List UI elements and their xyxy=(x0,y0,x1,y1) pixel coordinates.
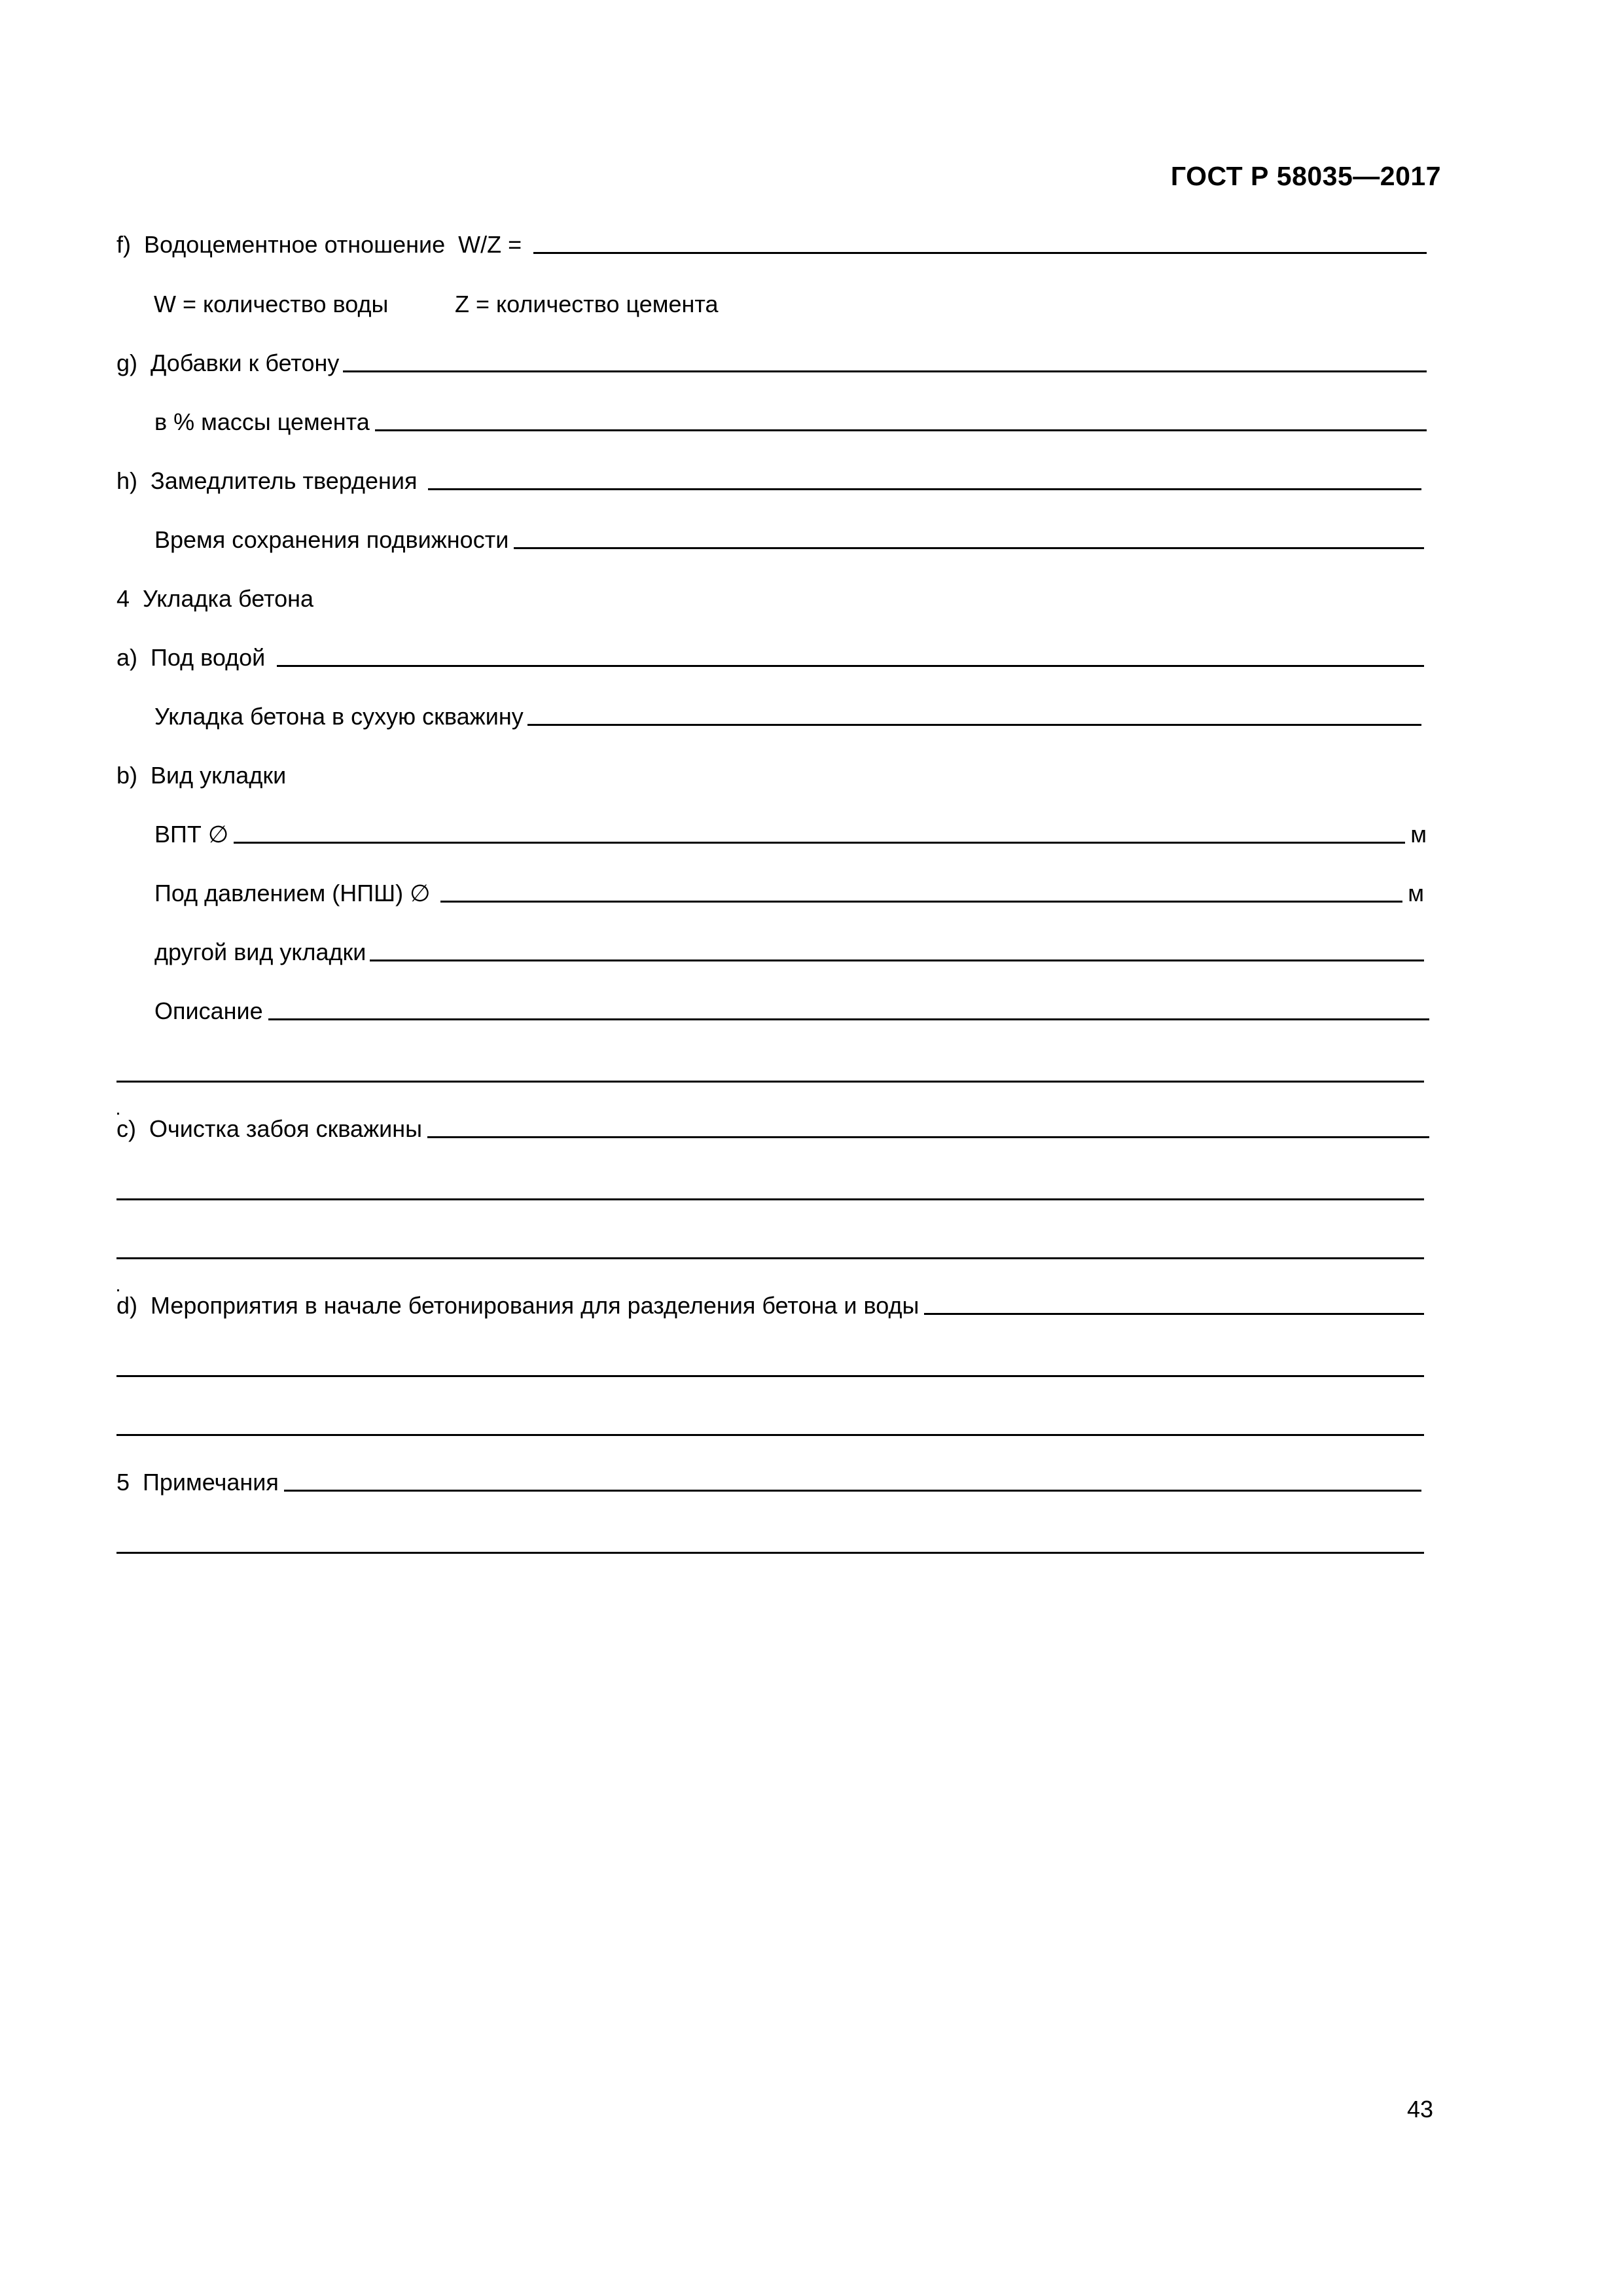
z-definition: Z = количество цемента xyxy=(455,291,719,317)
description-continuation-line[interactable] xyxy=(116,1081,1424,1083)
workability-time-label: Время сохранения подвижности xyxy=(154,526,509,553)
separation-measures-line-3[interactable] xyxy=(116,1434,1424,1436)
row-other-placement xyxy=(154,938,1424,967)
other-placement-label: другой вид укладки xyxy=(154,939,366,965)
bottom-cleaning-line-2[interactable] xyxy=(116,1198,1424,1200)
row-vpt xyxy=(154,820,1427,849)
workability-time-field[interactable] xyxy=(514,547,1424,549)
row-notes xyxy=(116,1468,1421,1497)
notes-field[interactable] xyxy=(284,1490,1421,1492)
separation-measures-line-2[interactable] xyxy=(116,1375,1424,1377)
bottom-cleaning-field[interactable] xyxy=(427,1136,1429,1138)
cement-mass-field[interactable] xyxy=(375,429,1427,431)
bottom-cleaning-label: c) Очистка забоя скважины xyxy=(116,1115,423,1142)
row-separation-measures xyxy=(116,1291,1424,1320)
admixtures-field[interactable] xyxy=(343,370,1427,372)
notes-line-2[interactable] xyxy=(116,1552,1424,1554)
cement-mass-label: в % массы цемента xyxy=(154,408,370,435)
row-dry-placement xyxy=(154,702,1421,731)
pressure-diameter-field[interactable] xyxy=(440,901,1402,903)
row-workability-time xyxy=(154,526,1424,554)
separation-measures-label: d) Мероприятия в начале бетонирования для разделения бетона и воды xyxy=(116,1292,919,1319)
description-field[interactable] xyxy=(268,1018,1429,1020)
row-bottom-cleaning xyxy=(116,1115,1429,1143)
row-retarder xyxy=(116,467,1421,495)
retarder-label: h) Замедлитель твердения xyxy=(116,467,418,494)
wz-ratio-field[interactable] xyxy=(533,252,1427,254)
pressure-label: Под давлением (НПШ) ∅ xyxy=(154,880,431,906)
underwater-field[interactable] xyxy=(277,665,1424,667)
wz-ratio-label: f) Водоцементное отношение W/Z = xyxy=(116,231,522,258)
row-admixtures xyxy=(116,349,1427,378)
section-4-heading xyxy=(116,584,313,613)
separation-measures-field[interactable] xyxy=(924,1313,1424,1315)
row-description xyxy=(154,997,1429,1026)
row-underwater xyxy=(116,643,1424,672)
retarder-field[interactable] xyxy=(428,488,1422,490)
other-placement-field[interactable] xyxy=(370,960,1424,961)
bottom-cleaning-line-3[interactable] xyxy=(116,1257,1424,1259)
dry-placement-field[interactable] xyxy=(527,724,1421,726)
underwater-label: a) Под водой xyxy=(116,644,266,671)
vpt-label: ВПТ ∅ xyxy=(154,821,229,848)
row-wz-ratio xyxy=(116,230,1427,259)
notes-label: 5 Примечания xyxy=(116,1469,279,1496)
page-number: 43 xyxy=(1406,2096,1433,2123)
w-definition: W = количество воды xyxy=(154,291,389,317)
admixtures-label: g) Добавки к бетону xyxy=(116,350,340,376)
vpt-unit: м xyxy=(1410,821,1427,848)
standard-designation: ГОСТ Р 58035—2017 xyxy=(1170,161,1441,191)
pressure-unit: м xyxy=(1408,880,1424,906)
placement-type-label: b) Вид укладки xyxy=(116,762,287,789)
row-cement-mass xyxy=(154,408,1427,437)
section-4-title: 4 Укладка бетона xyxy=(116,585,314,612)
row-placement-type xyxy=(116,761,286,790)
description-label: Описание xyxy=(154,997,263,1024)
row-pressure xyxy=(154,879,1424,908)
vpt-diameter-field[interactable] xyxy=(234,842,1405,844)
dry-placement-label: Укладка бетона в сухую скважину xyxy=(154,703,524,730)
